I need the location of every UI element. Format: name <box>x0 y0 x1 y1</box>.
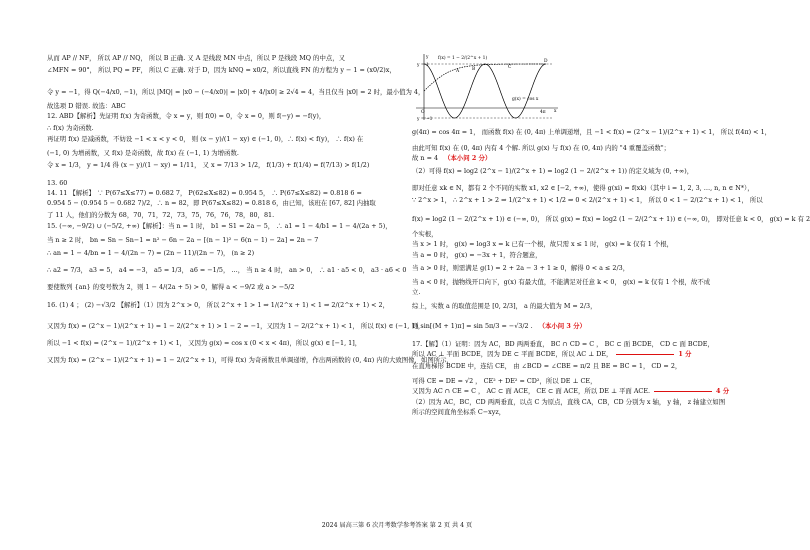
line-text: ∵ 2^x > 1， ∴ 2^x + 1 > 2 ⇒ 1/(2^x + 1) < 1/2 ⇒ 0 < 2/(2^x + 1) < 1， 所以 0 < 1 − 2/(2^x + 1) < 1， 所以 <box>412 196 763 204</box>
function-graph <box>412 52 560 122</box>
line-text: 令 x = 1/3， y = 1/4 得 (x − y)/(1 − xy) = 1/11， 又 x = 7/13 > 1/2， f(1/3) + f(1/4) = f(7/13) > f(1/2) <box>47 161 370 169</box>
left-line <box>47 222 392 230</box>
right-line <box>412 128 772 136</box>
line-text: ∴ a2 = 7/3， a3 = 5， a4 = −3， a5 = 1/3， a6 = −1/5， …， 当 n ≥ 4 时， an > 0， ∴ a1 · a5 < 0， a3 · a6 < 0 <box>47 266 407 274</box>
left-line <box>47 199 392 207</box>
line-text: 故选项 D 错误. 故选：ABC <box>47 102 126 110</box>
right-line <box>412 387 757 395</box>
line-text: 从而 AP // NF， 所以 AP // NQ， 所以 B 正确. 又 A 是线段 MN 中点，所以 P 是线段 MQ 的中点，又 <box>47 54 346 62</box>
y-minus-1-label: y = −1 <box>417 117 433 122</box>
left-line <box>47 249 392 257</box>
right-line <box>412 144 757 152</box>
right-line <box>412 196 763 204</box>
line-text: 当 a < 0 时，抛物线开口向下，g(x) 有最大值，不能满足对任意 k < 0， g(x) = k 仅有 1 个根，故不成 <box>412 278 711 286</box>
score-note: （本小问 2 分） <box>444 154 492 162</box>
left-line <box>47 236 392 244</box>
left-line <box>47 149 392 157</box>
line-text: 由此可知 f(x) 在 (0, 4π) 内有 4 个解. 所以 g(x) 与 f(x) 在 (0, 4π) 内的 "4 重覆盖函数"； <box>412 144 671 152</box>
score-rule <box>616 354 674 355</box>
left-line <box>47 112 392 120</box>
right-line <box>412 362 757 370</box>
line-text: g(4π) = cos 4π = 1， 而函数 f(x) 在 (0, 4π) 上单调递增，且 −1 < f(x) = (2^x − 1)/(2^x + 1) < 1， 所以 f(4π) < 1， <box>412 128 772 136</box>
line-text: 了 11 人，他们的分数为 68，70，71，72，73，75，76，76，78，80，81. <box>47 211 275 219</box>
score-mark: 1 分 <box>678 350 692 358</box>
left-line <box>47 66 396 74</box>
left-line <box>47 339 392 347</box>
right-line <box>412 264 757 272</box>
right-line <box>412 408 757 416</box>
right-line <box>412 398 757 406</box>
line-text: 又因为 f(x) = (2^x − 1)/(2^x + 1) = 1 − 2/(2^x + 1) > 1 − 2 = −1，又因为 1 − 2/(2^x + 1) < 1， 所以 f(x) ∈ (−1, 1)， <box>47 322 425 330</box>
right-line <box>412 377 757 385</box>
right-line <box>412 167 757 175</box>
line-text: 0.954 5 − (0.954 5 − 0.682 7)/2，∴ n = 82，即 P(67≤X≤82) = 0.818 6，由已知，该班在 [67, 82] 内抽取 <box>47 199 376 207</box>
right-line <box>412 350 757 358</box>
point-c: C <box>508 65 512 70</box>
g-curve <box>424 64 546 118</box>
line-text: f(x) = log2 (1 − 2/(2^x + 1)) ∈ (−∞, 0)， 所以 g(x) = f(x) = log2 (1 − 2/(2^x + 1)) ∈ (−∞, 0)， 即对任意 k < 0， g(x) = k 有 2 <box>412 215 810 223</box>
x-end-label: 4π <box>540 110 546 115</box>
line-text: （2）因为 AC，BC，CD 两两垂直，以点 C 为原点，直线 CA，CB，CD 分别为 x 轴， y 轴， z 轴建立如图 <box>412 398 726 406</box>
line-text: ∠MFN = 90°， 所以 PQ = PF， 所以 C 正确. 对于 D，因为 kNQ = x0/2，所以直线 FN 的方程为 y − 1 = (x0/2)x， <box>47 66 396 74</box>
left-line <box>47 161 392 169</box>
left-line <box>47 124 392 132</box>
left-line <box>47 266 407 274</box>
right-line <box>412 251 757 259</box>
y-1-label: y = 1 <box>417 63 429 68</box>
line-text: 当 n ≥ 2 时， bn = Sn − Sn−1 = n² − 6n − 2a − [(n − 1)² − 6(n − 1) − 2a] = 2n − 7 <box>47 236 319 244</box>
x-axis-label: x <box>554 109 557 114</box>
line-text: 又因为 AC ∩ CE = C ， AC ⊂ 面 ACE， CE ⊂ 面 ACE，所以 DE ⊥ 平面 ACE. <box>412 387 651 395</box>
left-line <box>47 88 425 96</box>
left-line <box>47 356 453 364</box>
left-line <box>47 322 425 330</box>
score-note: （本小问 3 分） <box>538 322 586 330</box>
line-text: 综上，实数 a 的取值范围是 [0, 2/3]， a 的最大值为 M = 2/3， <box>412 302 597 310</box>
line-text: 故 n = 4 <box>412 154 439 162</box>
page-footer: 2024 届高三第 6 次月考数学参考答案 第 2 页 共 4 页 <box>321 522 473 529</box>
left-line <box>47 301 392 309</box>
right-line <box>412 240 757 248</box>
line-text: 12. ABD【解析】先证明 f(x) 为奇函数，令 x = y，则 f(0) = 0，令 x = 0，则 f(−y) = −f(y)， <box>47 112 326 120</box>
line-text: 16. (1) 4 ； (2) −√3/2 【解析】（1）因为 2^x > 0， 所以 2^x + 1 > 1 ⇒ 1/(2^x + 1) < 1 ⇒ 2/(2^x + 1) < 2， <box>47 301 389 309</box>
line-text: 又因为 f(x) = (2^x − 1)/(2^x + 1) = 1 − 2/(2^x + 1)，可得 f(x) 为奇函数且单调递增，作出两函数的 (0, 4π) 内的大致图像，如图所示， <box>47 356 453 364</box>
f-curve <box>424 64 546 91</box>
right-line <box>412 288 757 296</box>
line-text: (−1, 0) 为增函数，又 f(x) 是奇函数，故 f(x) 在 (−1, 1) 为增函数. <box>47 149 239 157</box>
right-line <box>412 215 810 223</box>
left-line <box>47 102 392 110</box>
g-label: g(x) = cos x <box>512 97 539 102</box>
left-line <box>47 283 392 291</box>
line-text: 14. 11 【解析】 ∵ P(67≤X≤77) = 0.682 7， P(62≤X≤82) = 0.954 5， ∴ P(67≤X≤82) = 0.818 6 = <box>47 189 362 197</box>
left-line <box>47 189 392 197</box>
score-rule <box>654 391 712 392</box>
line-text: 17.【解】（1）证明：因为 AC，BD 两两垂直， BC ∩ CD = C ， BC ⊂ 面 BCDE， CD ⊂ 面 BCDE， <box>412 340 714 348</box>
point-d: D <box>544 59 548 64</box>
point-a: A <box>456 69 460 74</box>
right-line <box>412 154 757 162</box>
line-text: 即对任意 xk ∈ N，都有 2 个不同的实数 x1, x2 ∈ [−2, +∞)，使得 g(xi) = f(xk)（其中 i = 1, 2, 3, …, n, n ∈ N*）， <box>412 184 754 192</box>
line-text: ∴ f(x) 为奇函数. <box>47 124 94 132</box>
y-axis-label: y <box>426 55 429 60</box>
f-label: f(x) = 1 − 2/(2^x + 1) <box>438 56 488 61</box>
line-text: 所示的空间直角坐标系 C−xyz， <box>412 408 506 416</box>
line-text: ∴ an = 1 − 4/bn = 1 − 4/(2n − 7) = (2n − 11)/(2n − 7)， (n ≥ 2) <box>47 249 255 257</box>
left-line <box>47 211 392 219</box>
line-text: 当 a > 0 时，则需满足 g(1) = 2 + 2a − 3 + 1 ≥ 0，解得 0 < a ≤ 2/3， <box>412 264 630 272</box>
score-mark: 4 分 <box>716 387 730 395</box>
origin-label: O <box>421 110 425 115</box>
line-text: 15. (−∞, −9/2) ∪ (−5/2, +∞)【解析】：当 n = 1 时， b1 = S1 = 2a − 5， ∴ a1 = 1 − 4/b1 = 1 − 4/(2a + 5)， <box>47 222 392 230</box>
line-text: 13. 60 <box>47 179 68 187</box>
line-text: 则 sin[(M + 1)π] = sin 5π/3 = −√3/2 . <box>412 322 533 330</box>
line-text: 再证明 f(x) 是减函数，不妨设 −1 < x < y < 0， 则 (x − y)/(1 − xy) ∈ (−1, 0)，∴ f(x) < f(y)， ∴ f(x) 在 <box>47 135 364 143</box>
right-line <box>412 322 757 330</box>
line-text: 当 x > 1 时， g(x) = log3 x = k 已有一个根，故只需 x ≤ 1 时， g(x) = k 仅有 1 个根， <box>412 240 674 248</box>
right-line <box>412 340 757 348</box>
right-line <box>412 184 757 192</box>
line-text: （2）可得 f(x) = log2 (2^x − 1)/(2^x + 1) = log2 (1 − 2/(2^x + 1)) 的定义域为 (0, +∞)， <box>412 167 694 175</box>
line-text: 在直角梯形 BCDE 中，连结 CE， 由 ∠BCD = ∠CBE = π/2 且 BE = BC = 1， CD = 2， <box>412 362 682 370</box>
point-b: B <box>472 67 476 72</box>
line-text: 个实根， <box>412 230 438 238</box>
right-line <box>412 302 757 310</box>
right-line <box>412 278 757 286</box>
line-text: 立. <box>412 288 421 296</box>
line-text: 所以 AC ⊥ 平面 BCDE，因为 DE ⊂ 平面 BCDE，所以 AC ⊥ DE， <box>412 350 613 358</box>
right-line <box>412 230 757 238</box>
line-text: 令 y = −1，得 Q(−4/x0, −1)，所以 |MQ| = |x0 − (−4/x0)| = |x0| + 4/|x0| ≥ 2√4 = 4，当且仅当 |x0| = 2 时，最小值为 4， <box>47 88 425 96</box>
left-line <box>47 135 392 143</box>
line-text: 所以 −1 < f(x) = (2^x − 1)/(2^x + 1) < 1， 又因为 g(x) = cos x (0 < x < 4π)，所以 g(x) ∈ [−1, 1]， <box>47 339 362 347</box>
line-text: 可得 CE = DE = √2 ， CE² + DE² = CD²，所以 DE ⊥ CE， <box>412 377 597 385</box>
line-text: 当 a = 0 时， g(x) = −3x + 1，符合题意， <box>412 251 542 259</box>
left-line <box>47 54 392 62</box>
line-text: 要使数列 {an} 的变号数为 2，则 1 − 4/(2a + 5) > 0，解得 a < −9/2 或 a > −5/2 <box>47 283 295 291</box>
left-line <box>47 179 392 187</box>
